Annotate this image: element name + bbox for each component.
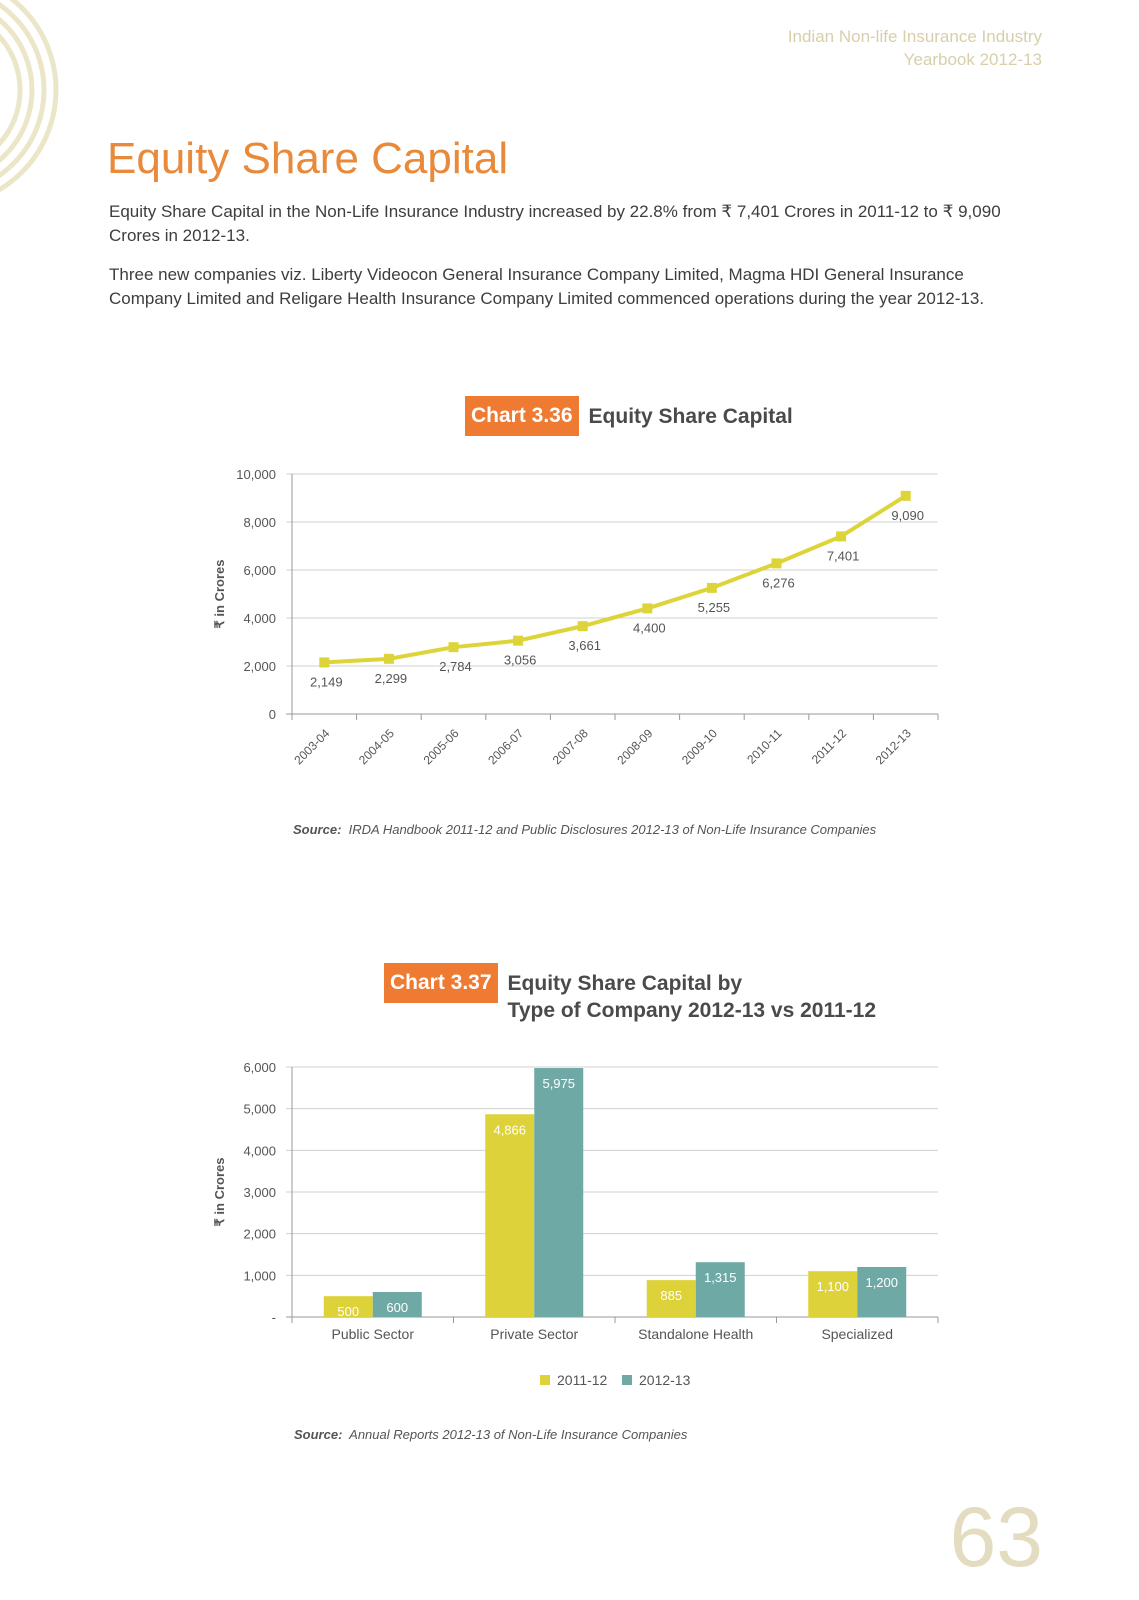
data-point <box>642 603 652 613</box>
chart-1-heading <box>465 396 793 436</box>
data-label: 1,315 <box>703 1270 737 1286</box>
data-label: 5,255 <box>697 599 731 615</box>
chart-1-source-text: IRDA Handbook 2011-12 and Public Disclosures 2012-13 of Non-Life Insurance Companies <box>348 822 877 837</box>
x-tick-label: 2006-07 <box>485 726 527 768</box>
bar <box>534 1068 583 1317</box>
bar-chart <box>0 1030 1139 1430</box>
y-axis-label: ₹ in Crores <box>212 559 227 629</box>
y-tick-label: 1,000 <box>243 1268 276 1284</box>
running-header <box>788 25 1042 71</box>
data-label: 9,090 <box>891 507 924 523</box>
x-tick-label: 2008-09 <box>614 726 656 768</box>
data-label: 500 <box>337 1304 360 1320</box>
data-label: 6,276 <box>762 575 795 591</box>
data-label: 4,400 <box>633 620 666 636</box>
header-line-2: Yearbook 2012-13 <box>903 50 1042 69</box>
legend-label: 2012-13 <box>639 1372 691 1388</box>
y-tick-label: 6,000 <box>243 1060 276 1075</box>
legend-swatch <box>540 1375 550 1385</box>
x-tick-label: 2003-04 <box>291 726 333 768</box>
x-tick-label: 2004-05 <box>355 726 398 768</box>
x-tick-label: Private Sector <box>490 1326 579 1342</box>
page-number: 63 <box>949 1490 1043 1584</box>
y-tick-label: 2,000 <box>243 659 276 674</box>
series-line <box>324 496 905 663</box>
x-tick-label: Public Sector <box>331 1326 414 1342</box>
data-label: 5,975 <box>542 1076 576 1092</box>
data-label: 2,149 <box>310 674 343 690</box>
y-tick-label: 5,000 <box>243 1101 276 1117</box>
data-label: 885 <box>660 1288 683 1304</box>
chart-1-title: Equity Share Capital <box>588 405 793 428</box>
y-tick-label: 6,000 <box>243 563 276 578</box>
chart-2-title <box>508 963 876 1024</box>
x-tick-label: 2009-10 <box>678 726 721 768</box>
legend-swatch <box>622 1375 632 1385</box>
data-label: 2,784 <box>439 659 472 675</box>
x-tick-label: Standalone Health <box>638 1326 754 1342</box>
data-point <box>449 642 459 652</box>
chart-2-source-label: Source: <box>294 1427 343 1442</box>
data-label: 4,866 <box>493 1122 527 1138</box>
y-tick-label: 8,000 <box>243 515 276 530</box>
chart-2-badge: Chart 3.37 <box>384 963 498 1003</box>
paragraph-2: Three new companies viz. Liberty Videocon General Insurance Company Limited, Magma HDI General Insurance Company Limited and Religare Health Insurance Company Limited commenced operations during the year 2012-13. <box>109 265 985 308</box>
chart-2-title-line-2: Type of Company 2012-13 vs 2011-12 <box>507 999 877 1022</box>
y-axis-label: ₹ in Crores <box>212 1157 227 1227</box>
data-point <box>772 558 782 568</box>
header-line-1: Indian Non-life Insurance Industry <box>787 27 1042 46</box>
bar <box>485 1114 534 1317</box>
y-tick-label: - <box>271 1310 276 1325</box>
data-label: 3,661 <box>568 638 601 654</box>
data-point <box>578 621 588 631</box>
chart-1-source <box>293 822 876 837</box>
data-label: 3,056 <box>503 652 537 668</box>
data-label: 1,100 <box>816 1279 850 1295</box>
x-tick-label: 2005-06 <box>420 726 462 768</box>
data-label: 600 <box>386 1300 409 1315</box>
data-point <box>384 654 394 664</box>
y-tick-label: 4,000 <box>243 611 276 626</box>
data-point <box>513 636 523 646</box>
chart-2-heading <box>384 963 876 1024</box>
x-tick-label: 2011-12 <box>808 726 850 767</box>
legend-label: 2011-12 <box>557 1372 608 1388</box>
chart-2-source <box>294 1427 687 1442</box>
data-label: 7,401 <box>826 548 860 564</box>
x-tick-label: 2007-08 <box>549 726 591 768</box>
x-tick-label: 2012-13 <box>872 726 914 768</box>
chart-2-title-line-1: Equity Share Capital by <box>507 972 743 995</box>
line-chart <box>0 450 1139 830</box>
x-tick-label: Specialized <box>821 1326 894 1342</box>
data-point <box>319 657 329 667</box>
y-tick-label: 3,000 <box>243 1185 276 1200</box>
data-point <box>901 491 911 501</box>
paragraph-1: Equity Share Capital in the Non-Life Insurance Industry increased by 22.8% from ₹ 7,401 Crores in 2011-12 to ₹ 9,090 Crores in 2012-13. <box>109 202 1001 245</box>
chart-1-badge: Chart 3.36 <box>465 396 579 436</box>
chart-1-source-label: Source: <box>293 822 342 837</box>
decorative-arcs <box>0 0 70 230</box>
y-tick-label: 10,000 <box>236 467 276 482</box>
y-tick-label: 4,000 <box>243 1143 276 1159</box>
data-point <box>836 531 846 541</box>
data-label: 1,200 <box>865 1275 899 1290</box>
chart-2-source-text: Annual Reports 2012-13 of Non-Life Insurance Companies <box>349 1427 688 1442</box>
y-tick-label: 0 <box>268 707 276 722</box>
data-point <box>707 583 717 593</box>
data-label: 2,299 <box>374 670 408 686</box>
page-title: Equity Share Capital <box>107 134 509 183</box>
y-tick-label: 2,000 <box>243 1226 276 1242</box>
x-tick-label: 2010-11 <box>744 726 785 767</box>
